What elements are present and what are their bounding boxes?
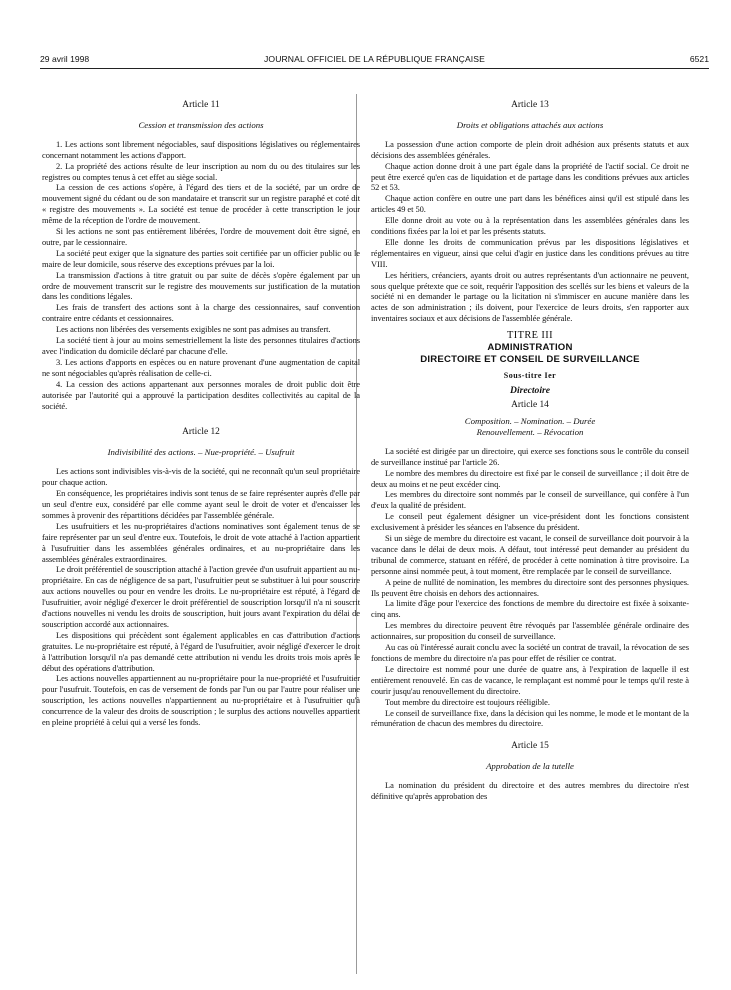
article-11-body xyxy=(42,139,360,412)
page-number: 6521 xyxy=(689,54,709,64)
journal-title: JOURNAL OFFICIEL DE LA RÉPUBLIQUE FRANÇAISE xyxy=(264,54,485,64)
paragraph: La cession de ces actions s'opère, à l'égard des tiers et de la société, par un ordre de mouvement signé du cédant ou de son mandataire et transcrit sur un registre paraphé et coté dit « registre des mouvements ». La société est tenue de procéder à cette transcription le jour même de la réception de l'ordre de mouvement. xyxy=(42,182,360,226)
paragraph: Le directoire est nommé pour une durée de quatre ans, à l'expiration de laquelle il est entièrement renouvelé. En cas de vacance, le remplaçant est nommé pour le temps qu'il reste à courir jusqu'au renouvellement du directoire. xyxy=(371,663,689,696)
paragraph: Les actions non libérées des versements exigibles ne sont pas admises au transfert. xyxy=(56,324,331,335)
titre-line-2: DIRECTOIRE ET CONSEIL DE SURVEILLANCE xyxy=(420,354,640,366)
titre-line-1: ADMINISTRATION xyxy=(487,342,573,354)
article-15-body xyxy=(371,780,689,802)
paragraph: Les héritiers, créanciers, ayants droit ou autres représentants d'un actionnaire ne peuvent, sous quelque prétexte que ce soit, requérir l'apposition des scellés sur les biens et valeurs de la société ni en demander le partage ou la licitation ni s'immiscer en aucune manière dans les actes de son administration ; ils doivent, pour l'exercice de leurs droits, s'en rapporter aux inventaires sociaux et aux décisions de l'assemblée générale. xyxy=(371,269,689,324)
article-14-body xyxy=(371,446,689,730)
paragraph: La possession d'une action comporte de plein droit adhésion aux présents statuts et aux décisions des assemblées générales. xyxy=(371,138,689,160)
article-14-subtitle-2: Renouvellement. – Révocation xyxy=(476,427,584,437)
paragraph: La société est dirigée par un directoire, qui exerce ses fonctions sous le contrôle du conseil de surveillance institué par l'article 26. xyxy=(371,445,689,467)
paragraph: Les usufruitiers et les nu-propriétaires d'actions nominatives sont également tenus de se faire représenter par un seul d'entre eux. Toutefois, le droit de vote attaché à l'action appartient à l'usufruitier dans les assemblées générales ordinaires, et au nu-propriétaire dans les assemblées générales extraordinaires. xyxy=(42,520,360,564)
article-14-title: Article 14 xyxy=(511,400,549,411)
paragraph: 3. Les actions d'apports en espèces ou en nature provenant d'une augmentation de capital ne sont négociables qu'après réalisation de celle-ci. xyxy=(42,356,360,378)
paragraph: Chaque action confère en outre une part dans les bénéfices ainsi qu'il est stipulé dans les articles 49 et 50. xyxy=(371,193,689,215)
paragraph: Elle donne les droits de communication prévus par les dispositions législatives et réglementaires en vigueur, ainsi que celui d'agir en justice dans les conditions prévues au titre VIII. xyxy=(371,236,689,269)
article-11-subtitle: Cession et transmission des actions xyxy=(138,120,264,130)
article-13-subtitle: Droits et obligations attachés aux actions xyxy=(456,120,604,130)
article-12-title: Article 12 xyxy=(182,427,220,438)
directoire-heading: Directoire xyxy=(510,385,550,397)
paragraph: Tout membre du directoire est toujours rééligible. xyxy=(385,696,550,707)
paragraph: Les dispositions qui précèdent sont également applicables en cas d'attribution d'actions gratuites. Le nu-propriétaire est réputé, à l'égard de l'usufruitier, avoir négligé d'exercer le droit à l'attribution lorsqu'il n'a pas demandé cette attribution ni vendu les droits trois mois après le début des opérations d'attribution. xyxy=(42,629,360,673)
article-15-title: Article 15 xyxy=(511,741,549,752)
paragraph: En conséquence, les propriétaires indivis sont tenus de se faire représenter auprès d'elle par un seul d'entre eux, considéré par elle comme ayant seul le droit de voter et d'encaisser les sommes à provenir des répartitions décidées par l'assemblée générale. xyxy=(42,488,360,520)
paragraph: Au cas où l'intéressé aurait conclu avec la société un contrat de travail, la révocation de ses fonctions de membre du directoire n'a pas pour effet de résilier ce contrat. xyxy=(371,642,689,664)
article-12-body xyxy=(42,466,360,728)
header-rule xyxy=(40,68,709,69)
article-14-subtitle-1: Composition. – Nomination. – Durée xyxy=(464,416,596,427)
paragraph: Elle donne droit au vote ou à la représentation dans les assemblées générales dans les conditions fixées par la loi et par les présents statuts. xyxy=(371,215,689,237)
paragraph: 4. La cession des actions appartenant aux personnes morales de droit public doit être autorisée par l'autorité qui a approuvé la participation desdites collectivités au capital de la société. xyxy=(42,378,360,411)
paragraph: Les actions nouvelles appartiennent au nu-propriétaire pour la nue-propriété et l'usufruitier pour l'usufruit. Toutefois, en cas de versement de fonds par l'un ou par l'autre pour réaliser une souscription, les actions nouvelles n'appartiennent au nu-propriétaire et à l'usufruitier qu'à concurrence de la valeur des droits de souscription ; le surplus des actions nouvelles appartient en pleine propriété à celui qui a versé les fonds. xyxy=(42,673,360,728)
paragraph: La nomination du président du directoire et des autres membres du directoire n'est définitive qu'après approbation des xyxy=(371,780,689,802)
paragraph: Le nombre des membres du directoire est fixé par le conseil de surveillance ; il doit être de deux au moins et ne peut excéder cinq. xyxy=(371,467,689,489)
article-15-subtitle: Approbation de la tutelle xyxy=(486,761,574,772)
article-13-body xyxy=(371,139,689,324)
titre-heading: TITRE III xyxy=(506,330,553,342)
paragraph: Le conseil de surveillance fixe, dans la décision qui les nomme, le mode et le montant de la rémunération de chacun des membres du directoire. xyxy=(371,707,689,729)
paragraph: A peine de nullité de nomination, les membres du directoire sont des personnes physiques. Ils peuvent être choisis en dehors des actionnaires. xyxy=(371,576,689,598)
article-13-title: Article 13 xyxy=(511,100,549,110)
paragraph: Les actions sont indivisibles vis-à-vis de la société, qui ne reconnaît qu'un seul propriétaire pour chaque action. xyxy=(42,466,360,488)
header-date: 29 avril 1998 xyxy=(40,54,90,64)
paragraph: Le conseil peut également désigner un vice-président dont les fonctions consistent exclusivement à présider les séances en l'absence du président. xyxy=(371,511,689,533)
right-column xyxy=(371,94,689,802)
paragraph: La société tient à jour au moins semestriellement la liste des personnes titulaires d'actions avec l'indication du domicile déclaré par chacune d'elle. xyxy=(42,335,360,357)
paragraph: Si les actions ne sont pas entièrement libérées, l'ordre de mouvement doit être signé, en outre, par le cessionnaire. xyxy=(42,226,360,247)
paragraph: Les membres du directoire peuvent être révoqués par l'assemblée générale ordinaire des actionnaires, sur proposition du conseil de surveillance. xyxy=(371,620,689,642)
paragraph: Si un siège de membre du directoire est vacant, le conseil de surveillance doit pourvoir à la vacance dans le délai de deux mois. A défaut, tout intéressé peut demander au président du tribunal de commerce, statuant en référé, de procéder à cette nomination à titre provisoire. La personne ainsi nommée peut, à tout moment, être remplacée par le conseil de surveillance. xyxy=(371,533,689,576)
paragraph: Le droit préférentiel de souscription attaché à l'action grevée d'un usufruit appartient au nu-propriétaire. En cas de négligence de sa part, l'usufruitier peut se substituer à lui pour souscrire aux actions nouvelles ou pour en vendre les droits. Le nu-propriétaire est réputé, à l'égard de l'usufruitier, avoir négligé d'exercer le droit préférentiel de souscription lorsqu'il n'a ni souscrit d'actions nouvelles ni vendu les droits de souscription, huit jours avant l'expiration du délai de souscription accordé aux actionnaires. xyxy=(42,564,360,629)
paragraph: 2. La propriété des actions résulte de leur inscription au nom du ou des titulaires sur les registres ou comptes tenus à cet effet au siège social. xyxy=(42,160,360,182)
paragraph: Les membres du directoire sont nommés par le conseil de surveillance, qui confère à l'un d'eux la qualité de président. xyxy=(371,489,689,511)
sous-titre: Sous-titre Ier xyxy=(503,371,557,381)
left-column xyxy=(42,94,360,728)
paragraph: La limite d'âge pour l'exercice des fonctions de membre du directoire est fixée à soixante-cinq ans. xyxy=(371,598,689,620)
article-11-title: Article 11 xyxy=(182,100,220,110)
paragraph: La société peut exiger que la signature des parties soit certifiée par un officier public ou le maire de leur domicile, sous réserve des exceptions prévues par la loi. xyxy=(42,247,360,269)
article-12-subtitle: Indivisibilité des actions. – Nue-propriété. – Usufruit xyxy=(107,447,295,458)
paragraph: Chaque action donne droit à une part égale dans la propriété de l'actif social. Ce droit ne peut être exercé qu'en cas de liquidation et de partage dans les conditions prévues aux articles 52 et 53. xyxy=(371,160,689,193)
paragraph: La transmission d'actions à titre gratuit ou par suite de décès s'opère également par un ordre de mouvement transcrit sur le registre des mouvements sur justification de la mutation dans les conditions légales. xyxy=(42,269,360,302)
paragraph: Les frais de transfert des actions sont à la charge des cessionnaires, sauf convention contraire entre cédants et cessionnaires. xyxy=(42,302,360,324)
paragraph: 1. Les actions sont librement négociables, sauf dispositions législatives ou réglementaires concernant notamment les actions d'apport. xyxy=(42,138,360,160)
